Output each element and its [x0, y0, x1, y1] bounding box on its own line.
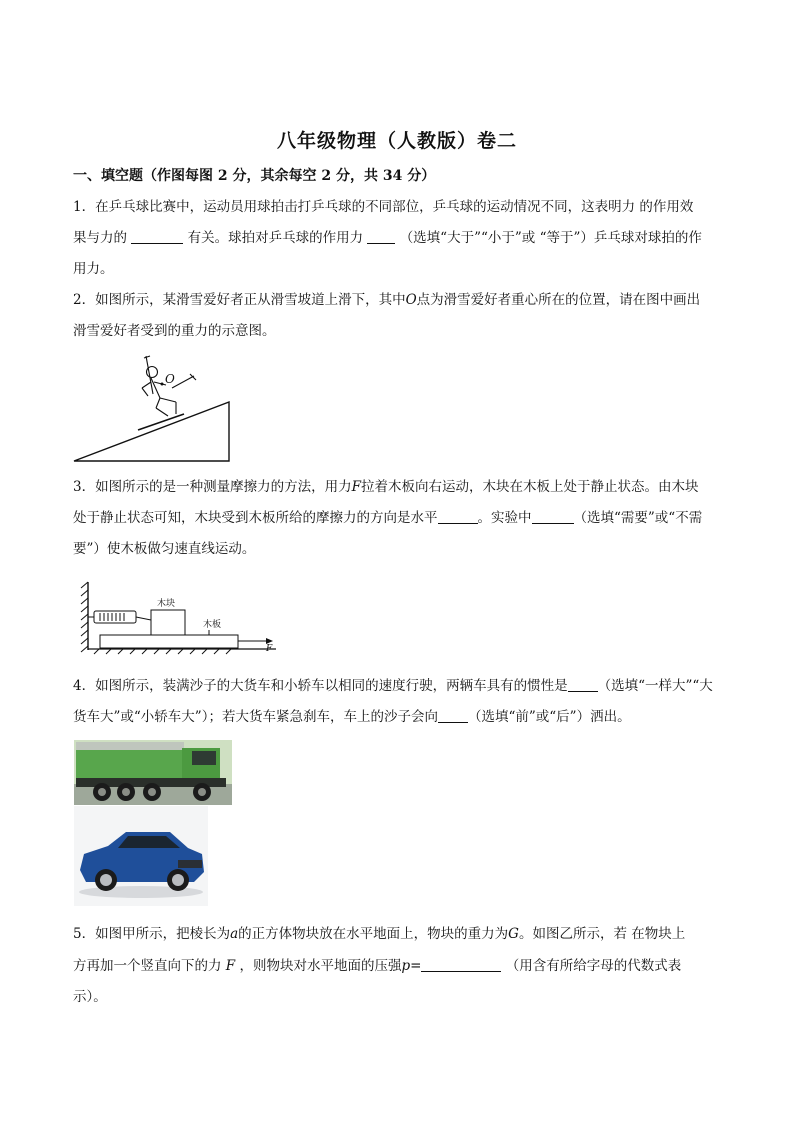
q3-blank-1[interactable]	[438, 509, 478, 524]
wall-hatching	[81, 582, 88, 652]
spring-coil	[100, 613, 124, 621]
skier-drawing	[138, 356, 196, 430]
slope-triangle	[74, 402, 229, 461]
q3-line-1	[73, 477, 698, 497]
q4-blank-2[interactable]	[438, 708, 468, 723]
q2-line-2: 滑雪爱好者受到的重力的示意图。	[73, 323, 276, 339]
q2-text-b: 点为滑雪爱好者重心所在的位置，请在图中画出	[416, 292, 701, 308]
connecting-string	[136, 617, 151, 620]
q1-text-a: 果与力的	[73, 230, 127, 246]
q1-blank-2[interactable]	[367, 229, 395, 244]
q5-text-a: 5．如图甲所示，把棱长为	[73, 926, 231, 942]
q3-text-a: 3．如图所示的是一种测量摩擦力的方法，用力	[73, 479, 352, 495]
q1-line-3: 用力。	[73, 261, 114, 277]
q1-line-1: 1．在乒乓球比赛中，运动员用球拍击打乒乓球的不同部位，乒乓球的运动情况不同，这表明力 的作用效	[73, 199, 694, 215]
q3-line-3: 要”）使木板做匀速直线运动。	[73, 541, 256, 557]
q4-blank-1[interactable]	[568, 677, 598, 692]
dump-truck-image	[74, 740, 232, 805]
sedan-car-image	[74, 806, 208, 906]
q5-text-b2: ，则物块对水平地面的压强	[239, 958, 402, 974]
skier-slope-figure	[72, 352, 232, 464]
board	[100, 635, 238, 648]
q3-text-a2: 处于静止状态可知，木块受到木板所给的摩擦力的方向是水平	[73, 510, 438, 526]
q5-text-b: 的正方体物块放在水平地面上，物块的重力为	[238, 926, 509, 942]
q5-text-d2: （用含有所给字母的代数式表	[505, 958, 682, 974]
q3-text-b2: 。实验中	[477, 510, 532, 526]
q5-line-1	[73, 924, 685, 944]
q5-text-eq: =	[410, 958, 422, 974]
q2-line-1	[73, 290, 700, 310]
q5-text-a2: 方再加一个竖直向下的力	[73, 958, 222, 974]
q1-text-c: （选填“大于”“小于”或 “等于”）乒乓球对球拍的作	[399, 230, 702, 246]
center-of-gravity-point	[161, 383, 164, 386]
q3-var-f: F	[351, 479, 361, 495]
q5-blank-1[interactable]	[421, 957, 501, 972]
q5-text-c: 。如图乙所示，若 在物块上	[518, 926, 686, 942]
q5-var-a: a	[230, 926, 239, 942]
floor-hatching	[94, 649, 231, 654]
q4-text-a: 4．如图所示，装满沙子的大货车和小轿车以相同的速度行驶，两辆车具有的惯性是	[73, 678, 568, 694]
friction-experiment-figure	[80, 580, 280, 655]
point-o-label: O	[165, 372, 175, 386]
q3-line-2	[73, 508, 702, 528]
page-title: 八年级物理（人教版）卷二	[276, 130, 517, 152]
section-heading: 一、填空题（作图每图 2 分，其余每空 2 分，共 34 分）	[73, 168, 436, 184]
q1-line-2	[73, 228, 702, 248]
force-label: F	[266, 644, 273, 654]
q3-text-c2: （选填“需要”或“不需	[573, 510, 703, 526]
q5-var-p: p	[401, 958, 411, 974]
q5-line-3: 示）。	[73, 989, 107, 1005]
q5-var-f: F	[225, 958, 236, 974]
q4-line-1	[73, 676, 713, 696]
block-label: 木块	[157, 599, 176, 609]
q1-blank-1[interactable]	[131, 229, 183, 244]
q3-blank-2[interactable]	[532, 509, 574, 524]
q2-text-a: 2．如图所示，某滑雪爱好者正从滑雪坡道上滑下，其中	[73, 292, 406, 308]
q2-var-o: O	[405, 292, 417, 308]
q5-line-2	[73, 956, 681, 976]
q4-text-b: （选填“一样大”“大	[597, 678, 713, 694]
q3-text-b: 拉着木板向右运动，木块在木板上处于静止状态。由木块	[360, 479, 699, 495]
q5-var-g: G	[508, 926, 519, 942]
q4-text-a2: 货车大”或“小轿车大”）；若大货车紧急刹车，车上的沙子会向	[73, 709, 438, 725]
wooden-block	[151, 610, 185, 635]
q1-text-b: 有关。球拍对乒乓球的作用力	[187, 230, 364, 246]
q4-text-b2: （选填“前”或“后”）洒出。	[467, 709, 631, 725]
board-label: 木板	[203, 620, 222, 630]
q4-line-2	[73, 707, 631, 727]
